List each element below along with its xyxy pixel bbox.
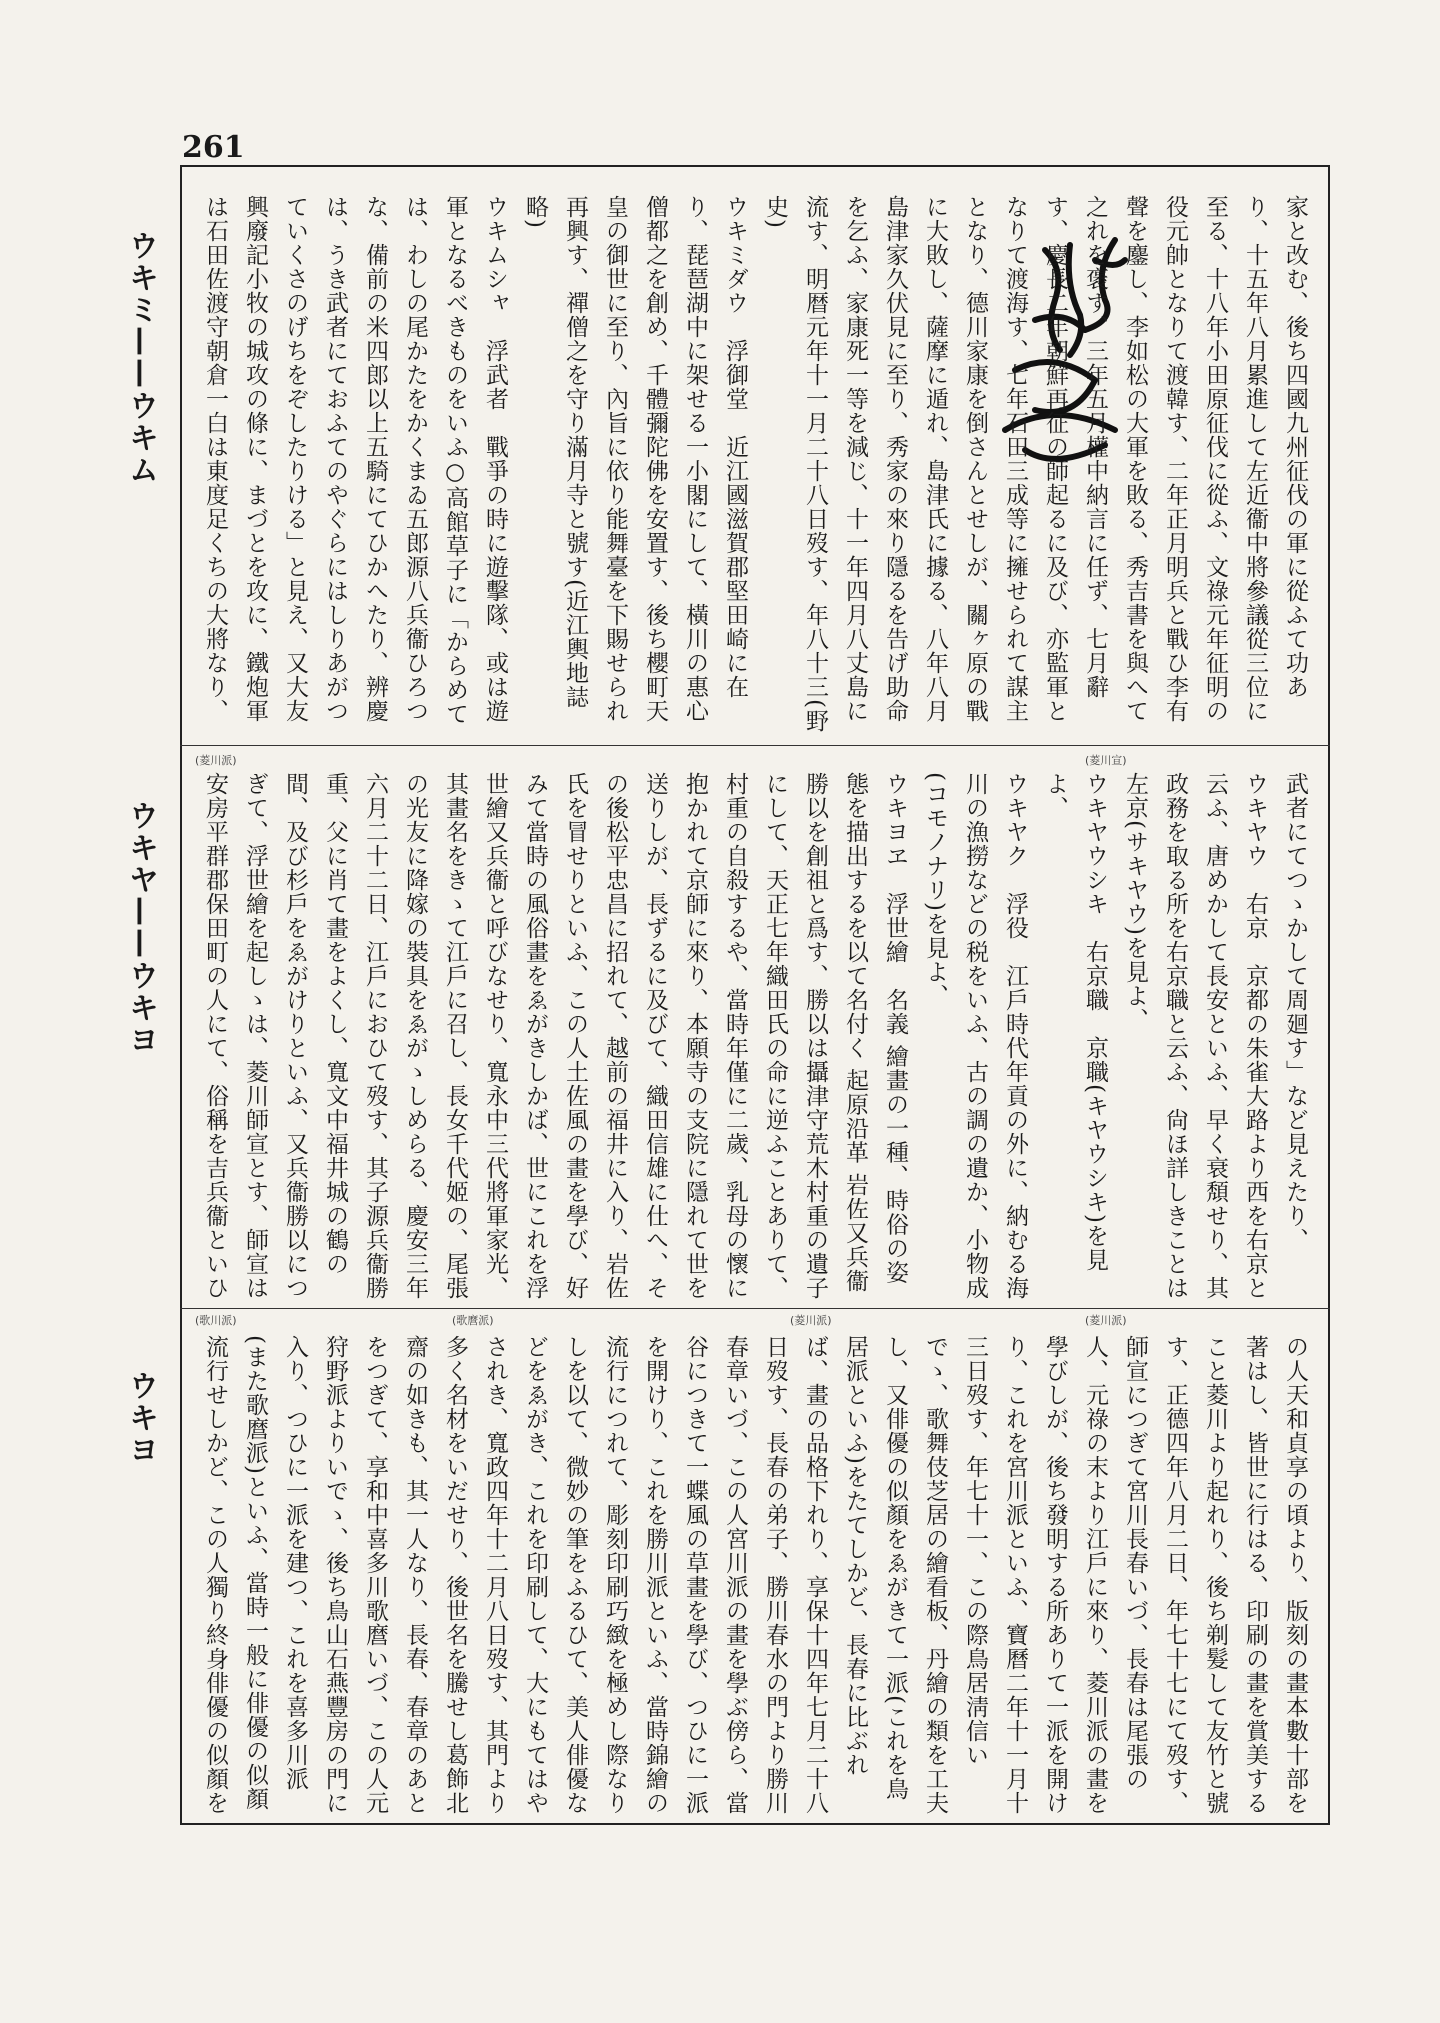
band-tag: (菱川派) — [1085, 1314, 1127, 1327]
band-tag: (歌麿派) — [452, 1314, 494, 1327]
band-tag: (菱川派) — [790, 1314, 832, 1327]
side-label-bottom: ウキヨ — [123, 1370, 158, 1466]
side-label-middle: ウキヤ——ウキヨ — [123, 800, 158, 1056]
entry-band-1: 家と改む、後ち四國九州征伐の軍に從ふて功あり、十五年八月累進して左近衞中將參議從三位に至る、十八年小田原征伐に從ふ、文祿元年征明の役元帥となりて渡韓す、二年正月明兵と戰ひ李有聲を鏖し、李如松の大軍を敗る、秀吉書を與へて之れを褒す、三年五月權中納言に任ず、七月辭す、慶長二年朝鮮再征の師起るに及び、亦監軍となりて渡海す、七年石田三成等に擁せられて謀主となり、德川家康を倒さんとせしが、關ヶ原の戰に大敗し、薩摩に遁れ、島津氏に據る、八年八月島津家久伏見に至り、秀家の來り隱るを告げ助命を乞ふ、家康死一等を減じ、十一年四月八丈島に流す、明暦元年十一月二十八日歿す、年八十三(野史) ウキミダウ 浮御堂 近江國滋賀郡堅田崎に在り、琵琶湖中に架せる一小閣にして、橫川の惠心僧都之を創め、千體彌陀佛を安置す、後ち櫻町天皇の御世に至り、內旨に依り能舞臺を下賜せられ再興す、禪僧之を守り滿月寺と號す(近江輿地誌略) ウキムシャ 浮武者 戰爭の時に遊擊隊、或は遊軍となるべきものをいふ○高館草子に「からめては、わしの尾かたをかくまゐ五郎源八兵衞ひろつな、備前の米四郎以上五騎にてひかへたり、辨慶は、うき武者にておふてのやぐらにはしりあがつていくさのげちをぞしたりける」と見え、又大友興廢記小牧の城攻の條に、まづとを攻に、鐵炮軍は石田佐渡守朝倉一白は東度足くちの大將なり、 — [202, 195, 1308, 733]
band-divider-1 — [180, 745, 1330, 746]
band-tag: (菱川派) — [195, 754, 237, 767]
entry-band-3: の人天和貞享の頃より、版刻の畫本數十部を著はし、皆世に行はる、印刷の畫を賞美すること菱川より起れり、後ち剃髮して友竹と號す、正德四年八月二日、年七十七にて歿す、師宣につぎて宮川長春いづ、長春は尾張の人、元祿の末より江戶に來り、菱川派の畫を學びしが、後ち發明する所ありて一派を開けり、これを宮川派といふ、寶曆二年十一月十三日歿す、年七十一、この際鳥居淸信いでゝ、歌舞伎芝居の繪看板、丹繪の類を工夫し、又俳優の似顏をゑがきて一派(これを鳥居派といふ)をたてしかど、長春に比ぶれば、畫の品格下れり、享保十四年七月二十八日歿す、長春の弟子、勝川春水の門より勝川春章いづ、この人宮川派の畫を學ぶ傍ら、當谷につきて一蝶風の草畫を學び、つひに一派を開けり、これを勝川派といふ、當時錦繪の流行につれて、彫刻印刷巧緻を極めし際なりしを以て、微妙の筆をふるひて、美人俳優などをゑがき、これを印刷して、大にもてはやされき、寬政四年十二月八日歿す、其門より多く名材をいだせり、後世名を騰せし葛飾北齋の如きも、其一人なり、長春、春章のあとをつぎて、享和中喜多川歌麿いづ、この人元狩野派よりいでゝ、後ち鳥山石燕豐房の門に入り、つひに一派を建つ、これを喜多川派(また歌麿派)といふ、當時一般に俳優の似顏流行せしかど、この人獨り終身俳優の似顏を — [202, 1335, 1308, 1815]
band-tag: (菱川宣) — [1085, 754, 1127, 767]
entry-band-2: 武者にてつゝかして周廻す」など見えたり、 ウキヤウ 右京 京都の朱雀大路より西を右京と云ふ、唐めかして長安といふ、早く衰頽せり、其政務を取る所を右京職と云ふ、尙ほ詳しきことは左京(サキヤウ)を見よ、 ウキヤウシキ 右京職 京職(キヤウシキ)を見よ、 ウキヤク 浮役 江戶時代年貢の外に、納むる海川の漁撈などの税をいふ、古の調の遺か、小物成(コモノナリ)を見よ、 ウキヨヱ 浮世繪 名義 繪畫の一種、時俗の姿態を描出するを以て名付く 起原沿革 岩佐又兵衞勝以を創祖と爲す、勝以は攝津守荒木村重の遺子にして、天正七年織田氏の命に逆ふことありて、村重の自殺するや、當時年僅に二歲、乳母の懷に抱かれて京師に來り、本願寺の支院に隱れて世を送りしが、長ずるに及びて、織田信雄に仕へ、その後松平忠昌に招れて、越前の福井に入り、岩佐氏を冒せりといふ、この人土佐風の畫を學び、好みて當時の風俗畫をゑがきしかば、世にこれを浮世繪又兵衞と呼びなせり、寬永中三代將軍家光、其畫名をきゝて江戶に召し、長女千代姬の、尾張の光友に降嫁の裝具をゑがゝしめらる、慶安三年六月二十二日、江戶におひて歿す、其子源兵衞勝重、父に肖て畫をよくし、寬文中福井城の鶴の間、及び杉戶をゑがけりといふ、又兵衞勝以につぎて、浮世繪を起しゝは、菱川師宣とす、師宣は安房平群郡保田町の人にて、俗稱を吉兵衞といひ — [202, 772, 1308, 1300]
band-tag: (歌川派) — [195, 1314, 237, 1327]
page-number: 261 — [182, 130, 245, 165]
band-divider-2 — [180, 1308, 1330, 1309]
side-label-top: ウキミ——ウキム — [123, 230, 158, 486]
